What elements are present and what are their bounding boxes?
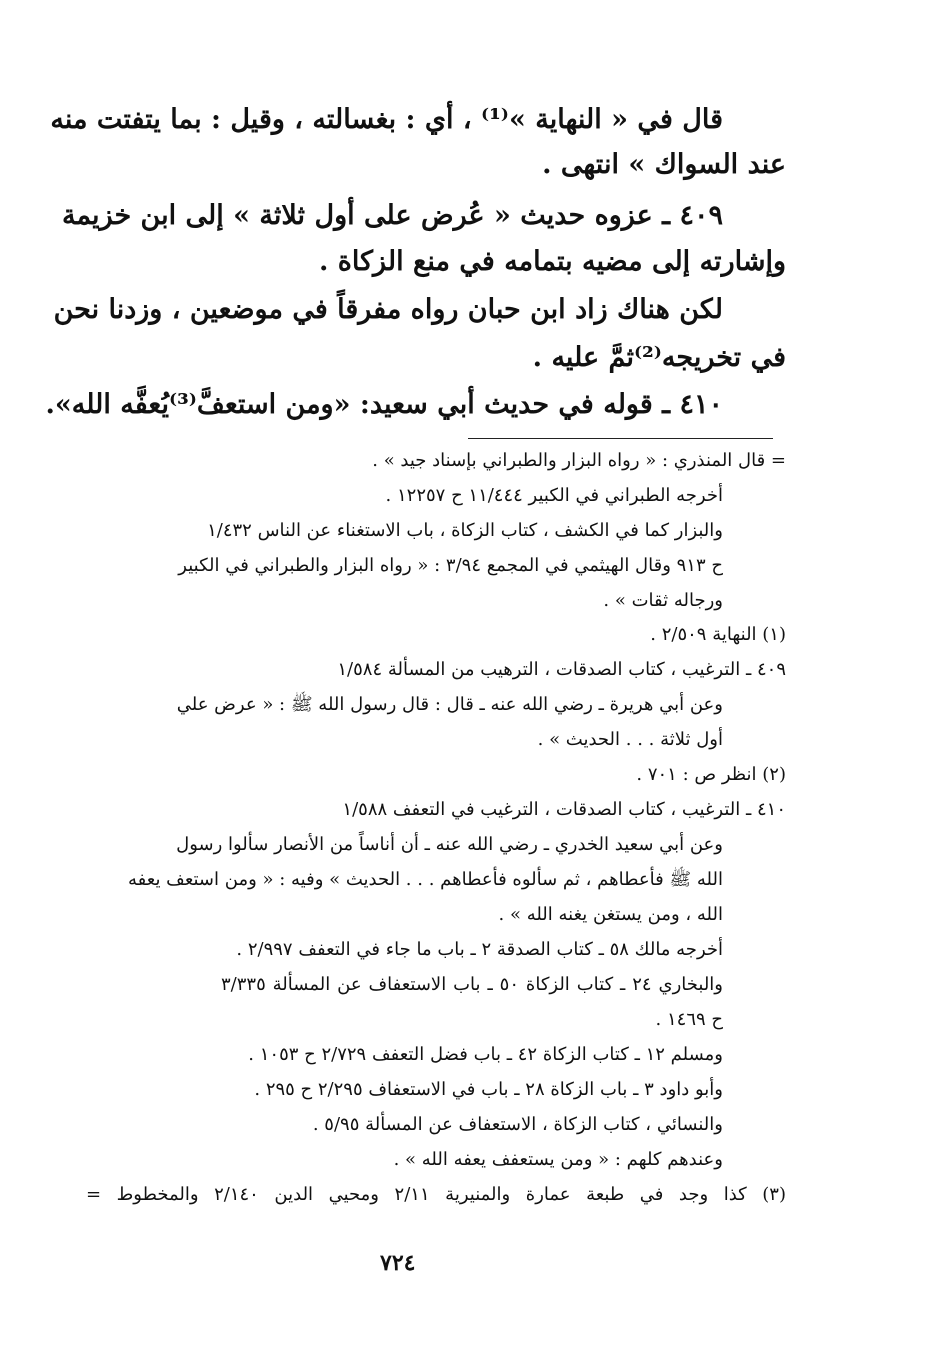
footnote-line: (٢) انظر ص : ٧٠١ . [636, 764, 786, 785]
footnote-line: (٣) كذا وجد في طبعة عمارة والمنيرية ٢/١١ ومحيي الدين ٢/١٤٠ والمخطوط = [86, 1184, 786, 1205]
footnote-line: أول ثلاثة . . . الحديث » . [537, 729, 723, 750]
footnote-separator [468, 438, 773, 439]
footnote-line: ح ٩١٣ وقال الهيثمي في المجمع ٣/٩٤ : « رواه البزار والطبراني في الكبير [178, 555, 723, 576]
footnote-line: = قال المنذري : « رواه البزار والطبراني بإسناد جيد » . [372, 450, 786, 471]
footnote-line: ٤٠٩ ـ الترغيب ، كتاب الصدقات ، الترهيب من المسألة ١/٥٨٤ [337, 659, 786, 680]
footnote-line: ح ١٤٦٩ . [655, 1009, 723, 1030]
footnote-line: ورجاله ثقات » . [603, 590, 723, 611]
footnote-line: والبزار كما في الكشف ، كتاب الزكاة ، باب الاستغناء عن الناس ١/٤٣٢ [207, 520, 723, 541]
footnote-line: وأبو داود ٣ ـ باب الزكاة ٢٨ ـ باب في الاستعفاف ٢/٢٩٥ ح ٢٩٥ . [254, 1079, 723, 1100]
page-number: ٧٢٤ [380, 1250, 416, 1276]
main-line: ٤٠٩ ـ عزوه حديث « عُرض على أول ثلاثة » إلى ابن خزيمة [61, 200, 723, 231]
footnote-line: الله ﷺ فأعطاهم ، ثم سألوه فأعطاهم . . . الحديث » وفيه : « ومن استعف يعفه [128, 869, 723, 890]
footnote-line: ٤١٠ ـ الترغيب ، كتاب الصدقات ، الترغيب في التعفف ١/٥٨٨ [342, 799, 786, 820]
main-line: عند السواك » انتهى . [542, 149, 786, 180]
footnote-line: الله ، ومن يستغن يغنه الله » . [498, 904, 723, 925]
footnote-line: والنسائي ، كتاب الزكاة ، الاستعفاف عن المسألة ٥/٩٥ . [312, 1114, 723, 1135]
footnote-line: ومسلم ١٢ ـ كتاب الزكاة ٤٢ ـ باب فضل التعفف ٢/٧٢٩ ح ١٠٥٣ . [248, 1044, 723, 1065]
main-line: وإشارته إلى مضيه بتمامه في منع الزكاة . [318, 246, 786, 277]
footnote-line: وعندهم كلهم : « ومن يستعفف يعفه الله » . [393, 1149, 723, 1170]
footnote-line: وعن أبي سعيد الخدري ـ رضي الله عنه ـ أن أناساً من الأنصار سألوا رسول [176, 834, 723, 855]
footnote-line: وعن أبي هريرة ـ رضي الله عنه ـ قال : قال رسول الله ﷺ : « عرض علي [176, 694, 723, 715]
footnote-line: أخرجه مالك ٥٨ ـ كتاب الصدقة ٢ ـ باب ما جاء في التعفف ٢/٩٩٧ . [236, 939, 723, 960]
footnote-line: (١) النهاية ٢/٥٠٩ . [650, 624, 786, 645]
main-line: ٤١٠ ـ قوله في حديث أبي سعيد: «ومن استعفَّ⁽³⁾يُعفَّه الله». [45, 389, 723, 420]
main-line: في تخريجه⁽²⁾ثمَّ عليه . [532, 342, 786, 373]
main-line: قال في « النهاية »⁽¹⁾ ، أي : بغسالته ، وقيل : بما يتفتت منه [50, 104, 723, 135]
footnote-line: أخرجه الطبراني في الكبير ١١/٤٤٤ ح ١٢٢٥٧ . [385, 485, 723, 506]
footnote-line: والبخاري ٢٤ ـ كتاب الزكاة ٥٠ ـ باب الاستعفاف عن المسألة ٣/٣٣٥ [221, 974, 723, 995]
main-line: لكن هناك زاد ابن حبان رواه مفرقاً في موضعين ، وزدنا نحن [53, 294, 723, 325]
